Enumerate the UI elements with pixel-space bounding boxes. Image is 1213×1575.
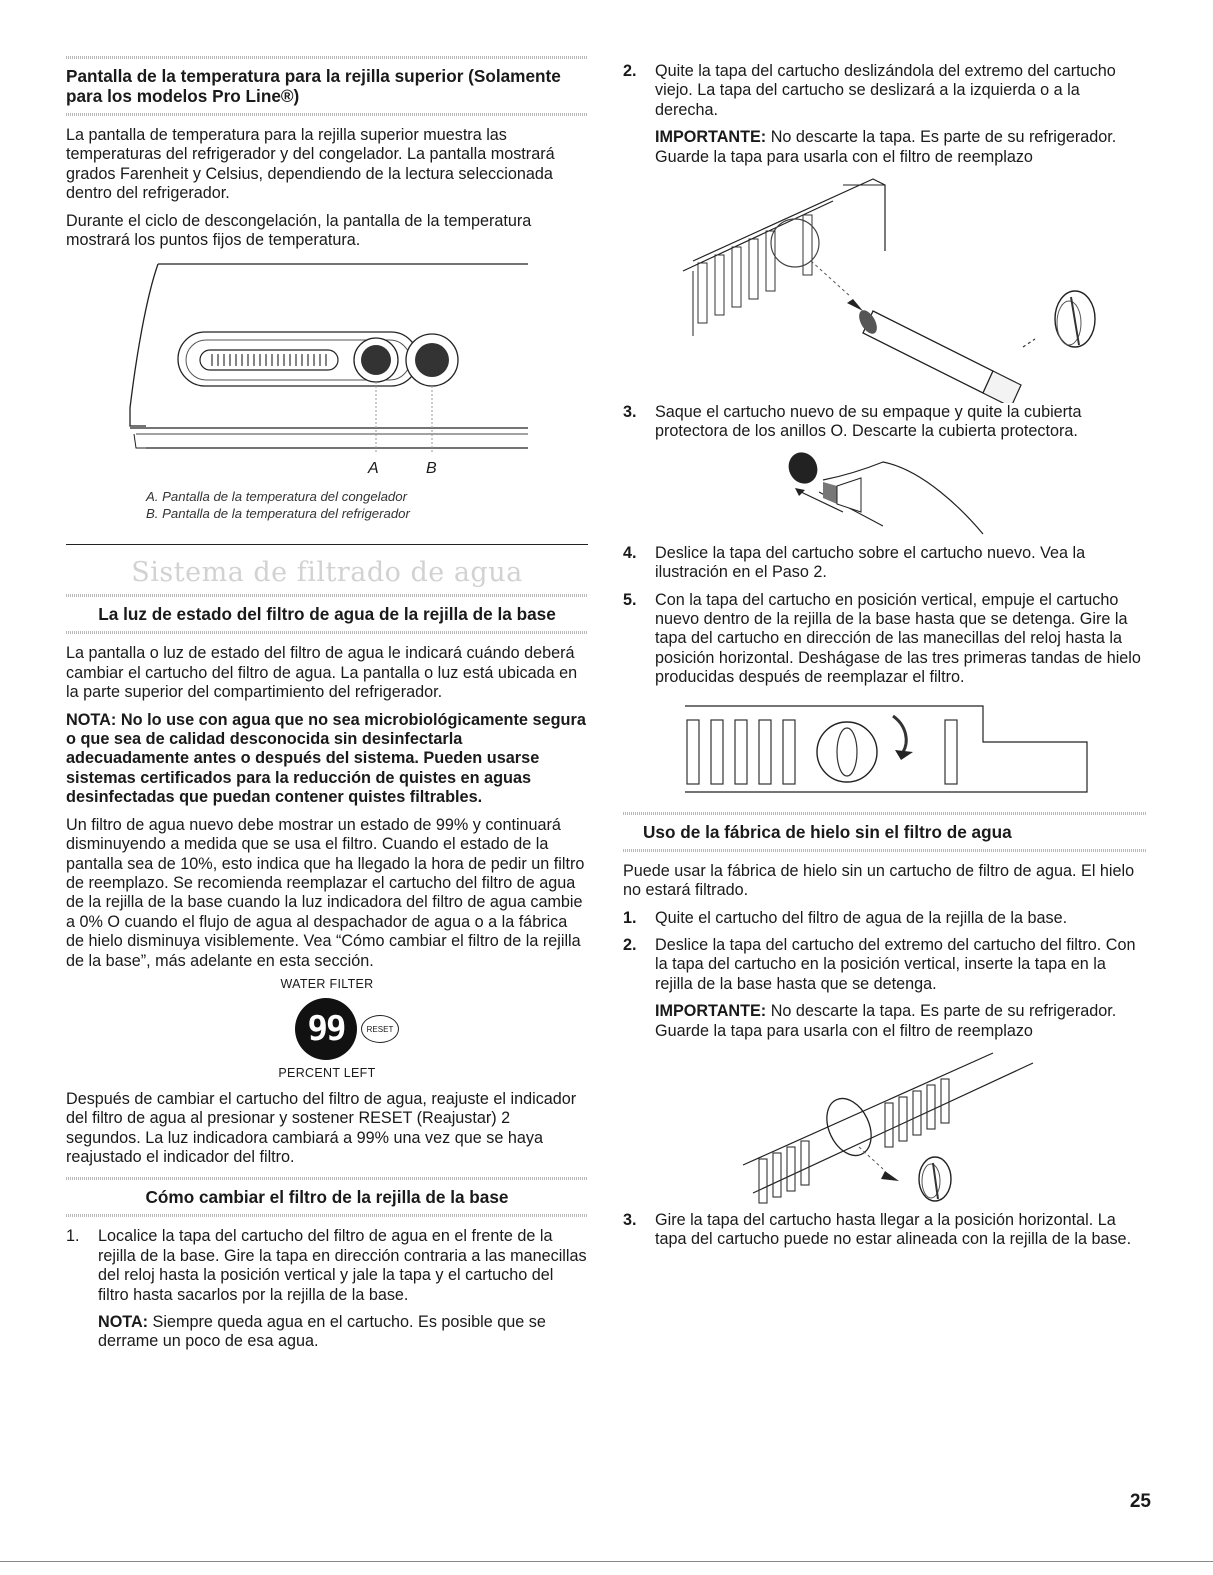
step-5-insert [623, 591, 1147, 688]
step-text: Deslice la tapa del cartucho del extremo del cartucho del filtro. Con la tapa del cartucho en la posición vertical, inserte la tapa en la rejilla de la base hasta que se detenga. [655, 935, 1136, 993]
step-text: Deslice la tapa del cartucho sobre el cartucho nuevo. Vea la ilustración en el Paso 2. [655, 543, 1086, 582]
figure-temperature-display [66, 258, 588, 464]
nota-text: Siempre queda agua en el cartucho. Es posible que se derrame un poco de esa agua. [98, 1313, 546, 1351]
nota-label: NOTA: [98, 1313, 149, 1331]
paragraph-no-filter-intro: Puede usar la fábrica de hielo sin un cartucho de filtro de agua. El hielo no estará filtrado. [623, 861, 1135, 900]
step-text: Quite la tapa del cartucho deslizándola del extremo del cartucho viejo. La tapa del cartucho se deslizará a la izquierda o a la derecha. [655, 62, 1116, 119]
heading-top-grille-display: Pantalla de la temperatura para la rejilla superior (Solamente para los modelos Pro Line®) [66, 66, 561, 106]
label-a: A [368, 460, 379, 478]
o-ring-cover-illustration [623, 450, 1147, 544]
heading-change-filter: Cómo cambiar el filtro de la rejilla de la base [145, 1187, 509, 1208]
step-text: Localice la tapa del cartucho del filtro de agua en el frente de la rejilla de la base. Gire la tapa en dirección contraria a las manecillas del reloj hasta la posición vertical y jale la tapa y el cartucho del filtro hasta sacarlos por la rejilla de la base. [98, 1227, 587, 1304]
paragraph-reset-instructions: Después de cambiar el cartucho del filtro de agua, reajuste el indicador del filtro de agua al presionar y sostener RESET (Reajustar) 2 segundos. La luz indicadora cambiará a 99% una vez que se haya reajustado el indicador del filtro. [66, 1089, 577, 1166]
percent-display [295, 998, 357, 1060]
step-number: 1. [66, 1227, 80, 1246]
step-2-remove-cap [623, 62, 1147, 120]
step-number: 5. [623, 590, 637, 609]
important-label: IMPORTANTE: [655, 1002, 767, 1021]
paragraph-important-1 [655, 128, 1147, 167]
cartridge-cap-illustration [623, 171, 1147, 403]
figure-labels [66, 460, 588, 482]
section-heading-filter-status [66, 594, 588, 634]
important-label: IMPORTANTE: [655, 128, 767, 147]
figure-cap-only [623, 1043, 1147, 1211]
water-filter-label: WATER FILTER [280, 976, 374, 991]
step-number: 4. [623, 543, 637, 562]
paragraph-status-intro: La pantalla o luz de estado del filtro de agua le indicará cuándo deberá cambiar el cartucho del filtro de agua. La pantalla o luz está ubicada en la parte superior del compartimiento del refrigerador. [66, 644, 578, 702]
percent-value: 99 [307, 1009, 345, 1050]
figure-cartridge-cap [623, 171, 1147, 403]
percent-left-label: PERCENT LEFT [278, 1066, 376, 1081]
step-number: 2. [623, 62, 637, 80]
heading-no-filter: Uso de la fábrica de hielo sin el filtro de agua [643, 821, 1012, 842]
paragraph-important-2 [655, 1002, 1147, 1041]
figure-o-ring-cover [623, 450, 1147, 544]
bypass-step-1 [623, 909, 1147, 928]
caption-a: A. Pantalla de la temperatura del congelador [146, 489, 407, 505]
paragraph-display-intro: La pantalla de temperatura para la rejilla superior muestra las temperaturas del refrigerador y del congelador. La pantalla mostrará grados Farenheit y Celsius, dependiendo de la lectura seleccionada dentro del refrigerador. [66, 126, 555, 203]
step-text: Gire la tapa del cartucho hasta llegar a la posición horizontal. La tapa del cartucho puede no estar alineada con la rejilla de la base. [655, 1210, 1132, 1249]
reset-label: RESET [366, 1024, 394, 1034]
label-b: B [426, 460, 437, 478]
paragraph-nota-warning: NOTA: No lo use con agua que no sea microbiológicamente segura o que sea de calidad desconocida sin desinfectarla adecuadamente antes o después del sistema. Pueden usarse sistemas certificados para la reducción de quistes en aguas desinfectadas que puedan contener quistes filtrables. [66, 710, 586, 807]
step-number: 3. [623, 403, 637, 422]
heading-filter-status: La luz de estado del filtro de agua de la rejilla de la base [98, 604, 556, 625]
step-3-unpack [623, 403, 1147, 442]
figure-grille-insert [623, 696, 1147, 800]
paragraph-defrost: Durante el ciclo de descongelación, la pantalla de la temperatura mostrará los puntos fijos de temperatura. [66, 211, 532, 250]
section-heading-change-filter [66, 1177, 588, 1217]
grille-insert-illustration [623, 696, 1147, 800]
reset-button[interactable] [361, 1015, 399, 1043]
step-number: 2. [623, 935, 637, 954]
step-1-remove [66, 1227, 588, 1305]
caption-b: B. Pantalla de la temperatura del refrigerador [146, 506, 410, 522]
bottom-rule [0, 1561, 1213, 1562]
step-4-slide-cap [623, 544, 1147, 583]
temperature-display-illustration [66, 258, 586, 464]
page-number: 25 [1129, 1491, 1151, 1512]
important-text: No descarte la tapa. Es parte de su refrigerador. Guarde la tapa para usarla con el filtro de reemplazo [655, 1002, 1117, 1040]
section-title: Sistema de filtrado de agua [66, 544, 588, 588]
paragraph-step1-nota [98, 1313, 588, 1352]
section-heading-top-grille-display [66, 56, 588, 116]
section-heading-no-filter [623, 812, 1147, 852]
step-text: Quite el cartucho del filtro de agua de la rejilla de la base. [655, 908, 1068, 927]
step-text: Con la tapa del cartucho en posición vertical, empuje el cartucho nuevo dentro de la rejilla de la base hasta que se detenga. Gire la tapa del cartucho en dirección de las manecillas del reloj hasta la posición horizontal. Deshágase de las tres primeras tandas de hielo producidas después de reemplazar el filtro. [655, 590, 1141, 687]
right-column [623, 62, 1147, 1258]
bypass-step-2 [623, 936, 1147, 994]
step-number: 1. [623, 908, 637, 927]
step-text: Saque el cartucho nuevo de su empaque y quite la cubierta protectora de los anillos O. Descarte la cubierta protectora. [655, 403, 1082, 441]
figure-water-filter-panel [66, 975, 588, 1084]
important-text: No descarte la tapa. Es parte de su refrigerador. Guarde la tapa para usarla con el filtro de reemplazo [655, 128, 1117, 166]
cap-only-illustration [623, 1043, 1147, 1211]
step-number: 3. [623, 1210, 637, 1229]
left-column [66, 56, 588, 1360]
paragraph-filter-status-detail: Un filtro de agua nuevo debe mostrar un estado de 99% y continuará disminuyendo a medida que se usa el filtro. Cuando el estado de la pantalla sea de 10%, esto indica que ha llegado la hora de pedir un filtro de reemplazo. Se recomienda reemplazar el cartucho del filtro de agua de la rejilla de la base cuando la luz indicadora del filtro de agua cambie a 0% O cuando el flujo de agua al despachador de agua o a la fábrica de hielo disminuya visiblemente. Vea “Cómo cambiar el filtro de la rejilla de la base”, más adelante en esta sección. [66, 815, 585, 970]
bypass-step-3 [623, 1211, 1147, 1250]
